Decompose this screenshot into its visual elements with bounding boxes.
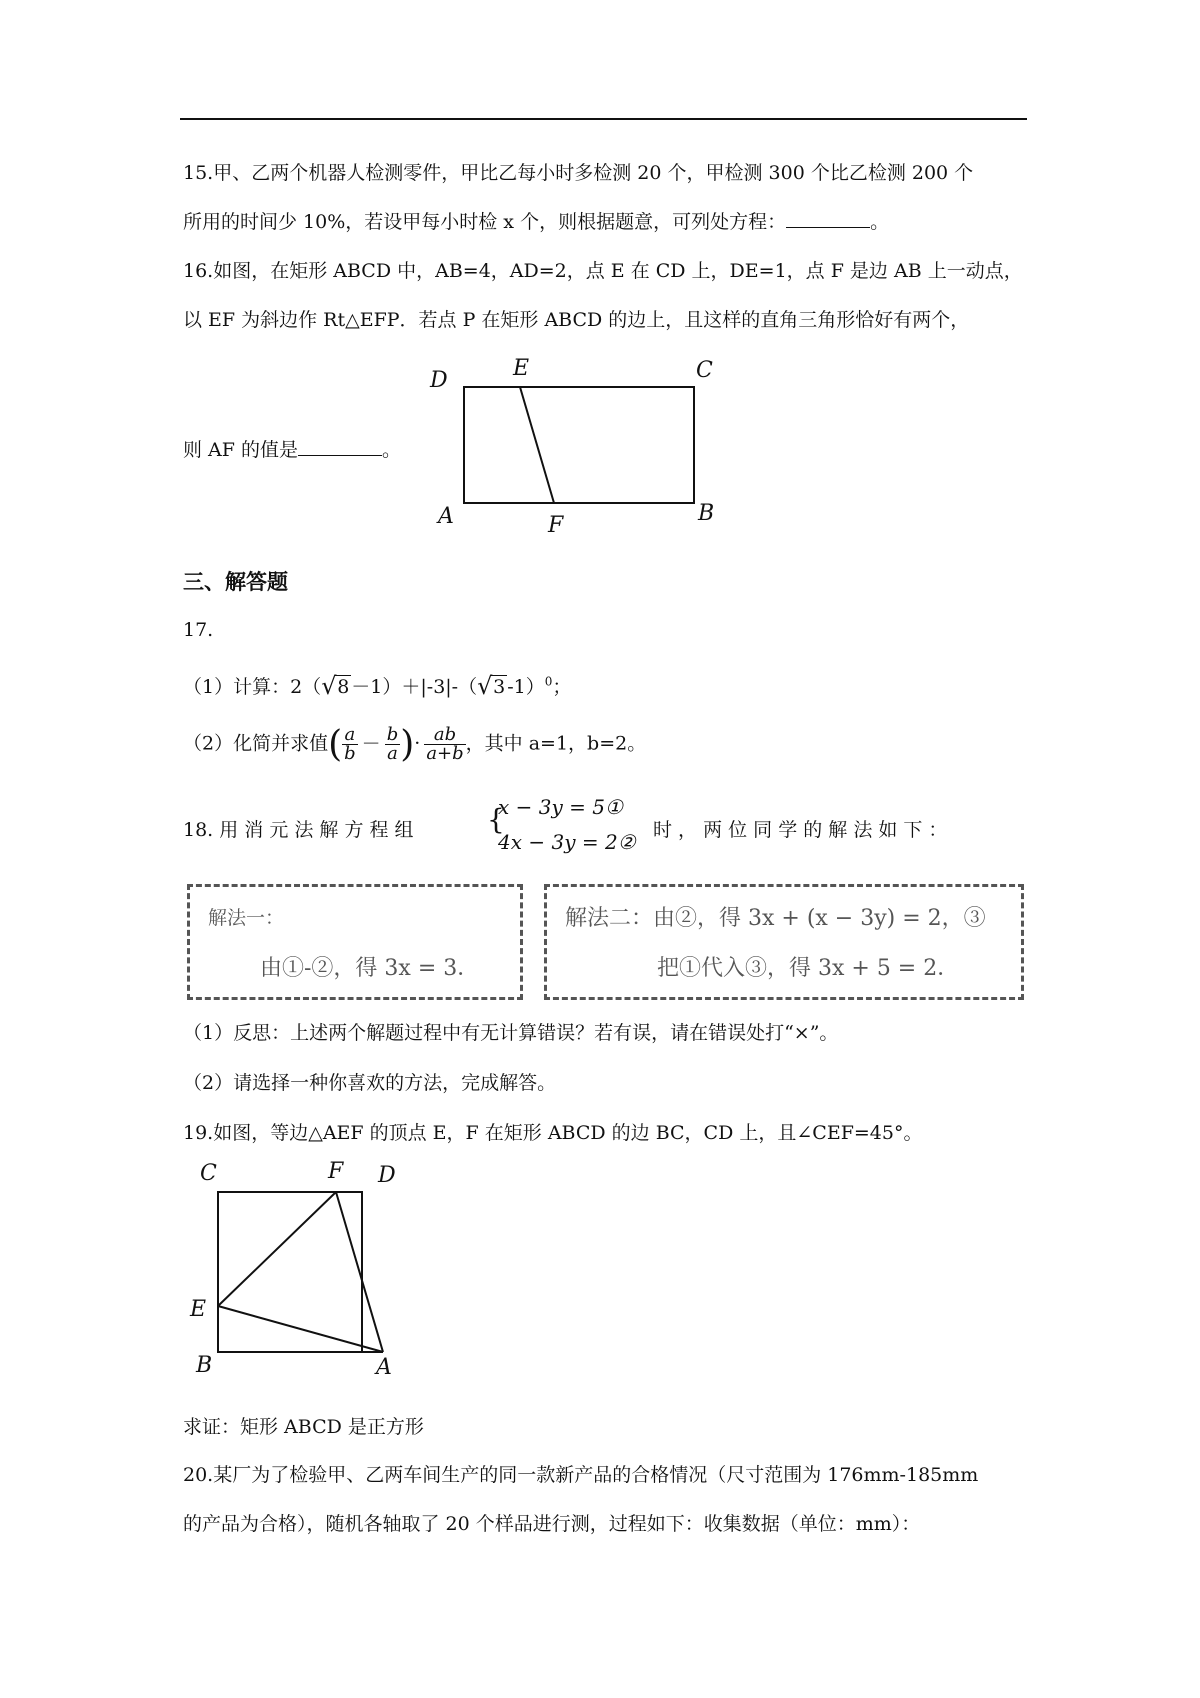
sqrt-8 <box>321 672 351 700</box>
fraction-numerator: b <box>386 724 399 745</box>
method-two-box <box>544 884 1024 1000</box>
section-heading: 三、解答题 <box>183 569 288 594</box>
equation-1: x − 3y = 5① <box>498 795 623 819</box>
q16-figure <box>420 355 740 538</box>
q20-line2: 的产品为合格），随机各轴取了 20 个样品进行测，过程如下：收集数据（单位：mm）： <box>183 1513 921 1535</box>
q17-part1-end: ； <box>552 676 572 698</box>
fraction-numerator: a <box>342 726 358 745</box>
label-c: C <box>696 358 713 383</box>
label-e: E <box>190 1297 207 1322</box>
q20-line1: 20.某厂为了检验甲、乙两车间生产的同一款新产品的合格情况（尺寸范围为 176mm-185mm <box>183 1464 979 1486</box>
q17-part2-pre: （2）化简并求值 <box>183 732 329 755</box>
method-two-line1: 解法二：由②，得 3x + (x − 3y) = 2，③ <box>565 906 986 931</box>
radical-sign: √ <box>321 672 337 700</box>
q18-stem-pre: 18. 用 消 元 法 解 方 程 组 <box>183 819 414 841</box>
q16-line3 <box>183 435 401 462</box>
label-b: B <box>196 1353 213 1378</box>
fraction-b-over-a <box>385 726 401 763</box>
fraction-numerator: ab <box>424 726 465 745</box>
q16-line3-text: 则 AF 的值是 <box>183 439 298 461</box>
segment-fa <box>336 1192 383 1352</box>
q17-part1-post: -1） <box>507 676 545 698</box>
label-f: F <box>548 513 564 538</box>
radicand-8: 8 <box>337 676 350 698</box>
q19-stem: 19.如图，等边△AEF 的顶点 E，F 在矩形 ABCD 的边 BC，CD 上，且∠CEF=45°。 <box>183 1122 923 1144</box>
method-one-box <box>187 884 523 1000</box>
radicand-3: 3 <box>493 676 506 698</box>
q17-number: 17. <box>183 619 214 641</box>
label-f: F <box>328 1159 344 1184</box>
equation-2: 4x − 3y = 2② <box>498 830 636 854</box>
q16-line3-end: 。 <box>381 439 401 461</box>
q17-part1-pre: （1）计算：2（ <box>183 676 322 698</box>
q16-line2: 以 EF 为斜边作 Rt△EFP．若点 P 在矩形 ABCD 的边上，且这样的直角三角形恰好有两个， <box>183 309 970 331</box>
header-rule <box>180 118 1027 120</box>
fraction-denominator: a <box>387 743 398 764</box>
rectangle-abcd <box>218 1192 362 1352</box>
q19-figure <box>180 1160 420 1380</box>
rectangle-abcd <box>464 387 694 503</box>
q15-line1: 15.甲、乙两个机器人检测零件，甲比乙每小时多检测 20 个，甲检测 300 个比乙检测 200 个 <box>183 162 974 184</box>
q17-part1 <box>183 672 571 699</box>
fraction-denominator: b <box>344 743 356 764</box>
q18-part1: （1）反思：上述两个解题过程中有无计算错误？若有误，请在错误处打“×”。 <box>183 1022 839 1044</box>
label-d: D <box>378 1163 396 1188</box>
q15-answer-blank <box>786 209 870 228</box>
q18-part2: （2）请选择一种你喜欢的方法，完成解答。 <box>183 1072 557 1094</box>
exponent-zero: 0 <box>544 674 553 689</box>
fraction-a-over-b <box>342 726 358 763</box>
q15-line2-end: 。 <box>870 211 890 233</box>
label-b: B <box>698 501 715 526</box>
q16-answer-blank <box>298 437 382 456</box>
method-one-body: 由①-②，得 3x = 3． <box>260 956 480 981</box>
fraction-denominator: a+b <box>426 743 464 764</box>
q16-line1: 16.如图，在矩形 ABCD 中，AB=4，AD=2，点 E 在 CD 上，DE=1，点 F 是边 AB 上一动点， <box>183 260 1023 282</box>
radical-sign: √ <box>477 672 493 700</box>
right-paren: ) <box>400 724 415 765</box>
segment-ea <box>218 1306 383 1352</box>
method-two-line2: 把①代入③，得 3x + 5 = 2． <box>657 956 960 981</box>
q18-stem-post: 时 ， 两 位 同 学 的 解 法 如 下 ： <box>653 819 948 841</box>
dot-operator: · <box>414 732 421 755</box>
left-paren: ( <box>328 724 343 765</box>
equation-brace: { <box>487 803 505 836</box>
sqrt-3 <box>477 672 507 700</box>
label-a: A <box>438 504 454 529</box>
label-e: E <box>513 356 530 381</box>
fraction-ab-over-a-plus-b <box>424 726 465 763</box>
method-one-title: 解法一： <box>208 907 285 929</box>
label-a: A <box>376 1355 392 1380</box>
q17-part2-post: ，其中 a=1，b=2。 <box>465 732 647 755</box>
minus-sign: － <box>361 732 381 755</box>
label-d: D <box>430 368 448 393</box>
q17-part2 <box>183 724 646 765</box>
q17-part1-mid: －1）＋|-3|-（ <box>351 676 478 698</box>
q15-line2 <box>183 207 889 234</box>
segment-ef <box>218 1192 336 1306</box>
q19-prove: 求证：矩形 ABCD 是正方形 <box>183 1416 424 1438</box>
label-c: C <box>200 1161 217 1186</box>
q15-line2-text: 所用的时间少 10%，若设甲每小时检 x 个，则根据题意，可列处方程： <box>183 211 787 233</box>
segment-ef <box>520 387 554 503</box>
